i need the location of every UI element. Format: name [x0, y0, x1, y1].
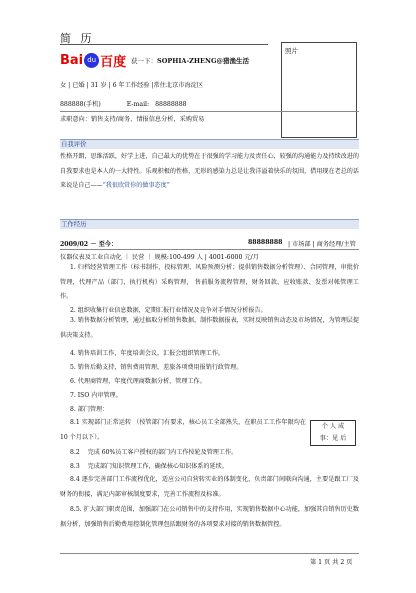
sub-duty-text: 实现部门正常运转 （按管部门有要求，核心员工全部熟失，在职员工工作年限均在 10 个月以下）。	[60, 419, 307, 441]
sub-duty-item	[70, 461, 228, 470]
job-intent: 求职意向：销售支持/商务、情报信息分析，采购贸易	[60, 116, 205, 123]
header-name: SOPHIA-ZHENG@猎渔生活	[157, 57, 249, 65]
sub-duty-text: 完成 60%员工客户授权的部门内工作按轮及管理工作。	[87, 449, 238, 456]
title-underline	[60, 44, 268, 45]
duty-num: 3.	[70, 317, 76, 324]
duty-text: 部门管理：	[77, 406, 109, 413]
photo-label: 照片	[285, 47, 298, 55]
duty-text: ISO 内审管理。	[77, 392, 122, 399]
duty-text: 代理商管理，年度代理商数据分析，管理工作。	[77, 378, 206, 385]
email: 88888888	[155, 101, 187, 108]
section-self-evaluation	[60, 139, 359, 149]
duty-text: 销售培训工作，年度培训会议，汇报会组织管理工作。	[77, 350, 225, 357]
duty-num: 7.	[70, 392, 76, 399]
logo-text-du: 百度	[100, 54, 127, 70]
logo-text-bai: Bai	[60, 52, 84, 68]
sub-duty-num: 8.3	[70, 463, 80, 470]
sub-duty-item	[60, 473, 359, 502]
baidu-logo	[60, 51, 126, 69]
job-company: 88888888	[248, 239, 283, 246]
sub-duty-item	[60, 503, 359, 532]
note-line: 个 人 成	[321, 423, 345, 430]
sub-duty-item	[70, 447, 237, 456]
email-label: E-mail:	[126, 101, 150, 108]
note-line: 事：见 后	[319, 435, 347, 442]
duty-num: 8.	[70, 406, 76, 413]
sub-duty-num: 8.1	[70, 419, 80, 426]
divider	[60, 249, 359, 250]
section-heading: 工作经历	[61, 220, 87, 228]
duty-item	[70, 404, 108, 413]
header-line	[131, 56, 249, 65]
achievement-note	[310, 420, 356, 446]
job-dept: | 市场部 | 商务经理/主管	[288, 241, 356, 248]
duty-item	[60, 314, 359, 343]
duty-num: 6.	[70, 378, 76, 385]
paw-icon: du	[84, 53, 99, 68]
photo-placeholder	[281, 42, 357, 138]
phone: 888888(手机)	[60, 101, 101, 108]
footer-rule	[60, 553, 359, 554]
divider	[60, 111, 359, 112]
sub-duty-text: 扩大部门职责范围，加强部门在公司销售中的支持作用，实现销售数据中心功能，加强其自销售历史数据分析，加强销售后勤费用控制化管理包括跟财务的各项要求对接的销售数据管控。	[60, 506, 360, 528]
header-prefix: 获一下：	[131, 57, 157, 65]
duty-text: 归档经营管理工作（标书制作、投标管理、风险预测分析；提供销售数据分析管理）、合同管理，审批价管理，代理产品（部门，执行机构）采购管理， 售前服务流程管理，财务回款、应收账款、发票对帐管理工作。	[60, 264, 360, 300]
duty-num: 5.	[70, 364, 76, 371]
job-subline: 仪器仪表及工业自动化 ｜ 民营 ｜ 规模:100-499 人 | 4001-6000 元/月	[60, 254, 259, 261]
sub-duty-num: 8.2	[70, 449, 80, 456]
duty-text: 销售后勤支持，销售费用管理，差旅各项费用报销行政管理。	[77, 364, 243, 371]
duty-num: 4.	[70, 350, 76, 357]
section-heading: 自我评价	[61, 140, 87, 148]
duty-item	[70, 348, 224, 357]
duty-item	[70, 390, 122, 399]
self-evaluation-text	[60, 150, 359, 194]
evaluation-quote: “我很欣赏你的做事态度”	[102, 182, 170, 189]
duty-num: 2.	[70, 307, 76, 314]
job-header	[60, 239, 359, 248]
sub-duty-text: 逐步完善部门工作流程优化，适应公司自营转实业的体制变化，负责部门间联向沟通，主要是跟工厂及财务的衔接，满足内部审核制度要求，完善工作流程及标准。	[60, 476, 360, 498]
section-work-experience	[60, 219, 359, 229]
duty-text: 销售数据分析管理，通过搞取分析销售数据，制作数据报表，实时反映销售动态及市场情况，为管理层提供决策支持。	[60, 317, 360, 339]
contact-info	[60, 99, 187, 108]
evaluation-body: 性格开朗，思维活跃，好学上进，自己最大的优势在于很强的学习能力及责任心，较强的沟通能力及持续改进的自我要求也是本人的一大特性。乐观积极的性格，无形的感染力总是让我洋溢着快乐的氛围，借用现在老总的话来说是自己——	[60, 153, 359, 189]
sub-duty-item	[60, 416, 306, 445]
personal-info: 女 | 已婚 | 31 岁 | 6 年工作经验 |常住北京市海淀区	[60, 82, 204, 89]
duty-item	[70, 305, 267, 314]
duty-text: 组织收集行业信息数据，定期汇报行业情况及竞争对手情况分析报告。	[77, 307, 267, 314]
sub-duty-num: 8.4	[70, 476, 80, 483]
page-title: 简 历	[60, 32, 95, 45]
duty-item	[60, 261, 359, 305]
duty-item	[70, 376, 206, 385]
job-date: 2009/02 － 至今：	[60, 241, 118, 248]
sub-duty-text: 完成部门知识管理工作，确保核心知识体系的延续。	[87, 463, 228, 470]
duty-num: 1.	[70, 264, 76, 271]
sub-duty-num: 8.5.	[70, 506, 82, 513]
page-number: 第 1 页 共 2 页	[310, 559, 353, 566]
duty-item	[70, 362, 242, 371]
